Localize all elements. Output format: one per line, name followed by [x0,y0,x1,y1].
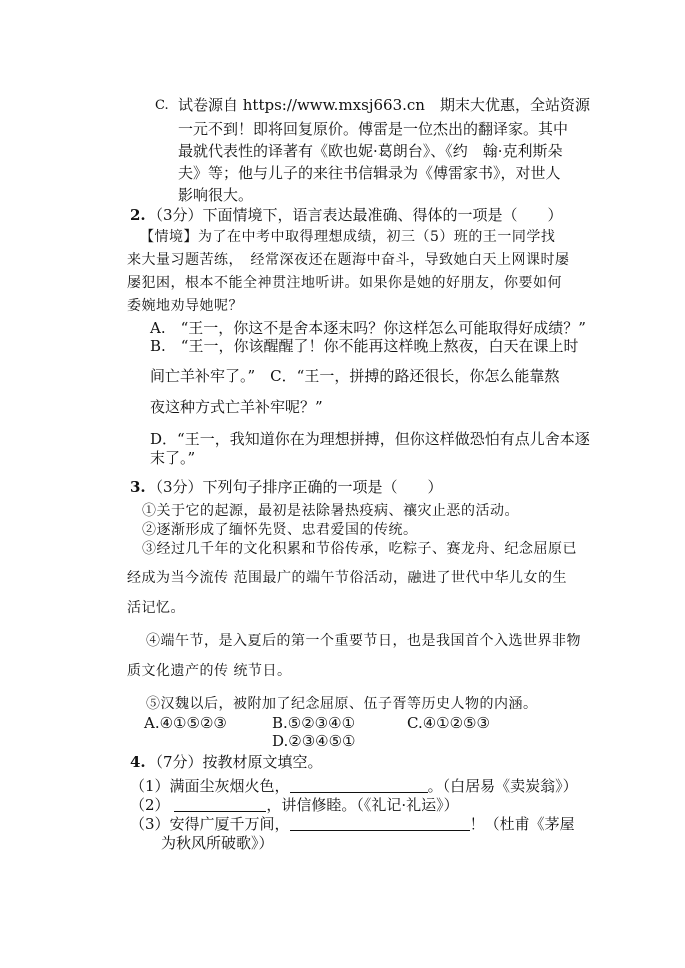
q4-item-2-blank[interactable] [174,797,266,812]
q3-sentence-4-line-1: ④端午节，是入夏后的第一个重要节日，也是我国首个入选世界非物 [146,633,581,649]
q3-option-b: B.⑤②③④① [272,714,356,732]
q4-item-3-source: ！（杜甫《茅屋 [469,815,575,833]
q1-option-c-line-2: 一元不到！即将回复原价。傅雷是一位杰出的翻译家。其中 [178,120,569,138]
q2-option-b-line-2: 间亡羊补牢了。” C．“王一，拼搏的路还很长，你怎么能靠熬 [150,367,560,385]
q3-option-d: D.②③④⑤① [272,732,356,750]
question-2-stem: （3分）下面情境下，语言表达最准确、得体的一项是（ ） [148,206,563,224]
q3-sentence-2: ②逐渐形成了缅怀先贤、忠君爱国的传统。 [142,522,418,538]
q4-item-2-source: ，讲信修睦。（《礼记·礼运》） [266,796,459,814]
q2-option-d-line-1: D．“王一，我知道你在为理想拼搏，但你这样做恐怕有点儿舍本逐 [150,430,590,448]
q2-option-b-line-3: 夜这种方式亡羊补牢呢？” [150,398,323,416]
question-3-stem: （3分）下列句子排序正确的一项是（ ） [148,478,443,496]
q3-sentence-1: ①关于它的起源，最初是祛除暑热疫病、禳灾止恶的活动。 [142,503,519,519]
q3-sentence-5: ⑤汉魏以后，被附加了纪念屈原、伍子胥等历史人物的内涵。 [146,696,538,712]
q4-item-2-number: （2） [130,796,170,814]
q4-item-3-text: 安得广厦千万间， [169,815,290,833]
q4-item-1-source: 。（白居易《卖炭翁》） [427,777,578,795]
q2-context-line-3: 屡犯困，根本不能全神贯注地听讲。如果你是她的好朋友，你要如何 [127,275,562,291]
q3-sentence-3-line-3: 活记忆。 [127,600,185,616]
q2-option-a: A. “王一，你这不是舍本逐末吗？你这样怎么可能取得好成绩？” [150,319,586,337]
q2-context-line-1: 【情境】为了在中考中取得理想成绩，初三（5）班的王一同学找 [140,229,556,245]
q4-item-1 [130,776,578,796]
q4-item-1-blank[interactable] [290,778,428,793]
question-4-stem: （7分）按教材原文填空。 [148,753,323,771]
q3-sentence-3-line-1: ③经过几千年的文化积累和节俗传承，吃粽子、赛龙舟、纪念屈原已 [142,541,577,557]
q4-item-1-text: 满面尘灰烟火色， [169,777,290,795]
q1-option-c-line-5: 影响很大。 [178,186,254,204]
q4-item-1-number: （1） [130,777,170,795]
question-2-number: 2. [130,206,146,224]
q1-option-c-line-1: 试卷源自 https://www.mxsj663.cn 期末大优惠，全站资源 [178,96,590,114]
q2-context-line-4: 委婉地劝导她呢？ [127,298,243,314]
q1-option-c-line-4: 夫》等；他与儿子的来往书信辑录为《傅雷家书》，对世人 [178,164,561,182]
q4-item-3-source-line-2: 为秋风所破歌》） [161,834,274,852]
q2-context-line-2: 来大量习题苦练， 经常深夜还在题海中奋斗，导致她白天上网课时屡 [127,252,570,268]
q2-option-b-line-1: B. “王一，你该醒醒了！你不能再这样晚上熬夜，白天在课上时 [150,337,579,355]
q3-sentence-3-line-2: 经成为当今流传 范围最广的端午节俗活动，融进了世代中华儿女的生 [127,570,567,586]
q4-item-3-number: （3） [130,815,170,833]
q4-item-2 [130,795,459,815]
question-3-number: 3. [130,478,146,496]
q3-sentence-4-line-2: 质文化遗产的传 统节日。 [127,663,292,679]
q3-option-c: C.④①②⑤③ [407,714,490,732]
q2-option-d-line-2: 末了。” [150,449,196,467]
q1-option-c-line-3: 最就代表性的译著有《欧也妮·葛朗台》、《约 翰·克利斯朵 [178,142,563,160]
q4-item-3-blank[interactable] [290,816,470,831]
q4-item-3 [130,814,575,834]
option-c-label: C. [155,98,169,113]
question-4-number: 4. [130,753,146,771]
q3-option-a: A.④①⑤②③ [144,714,227,732]
